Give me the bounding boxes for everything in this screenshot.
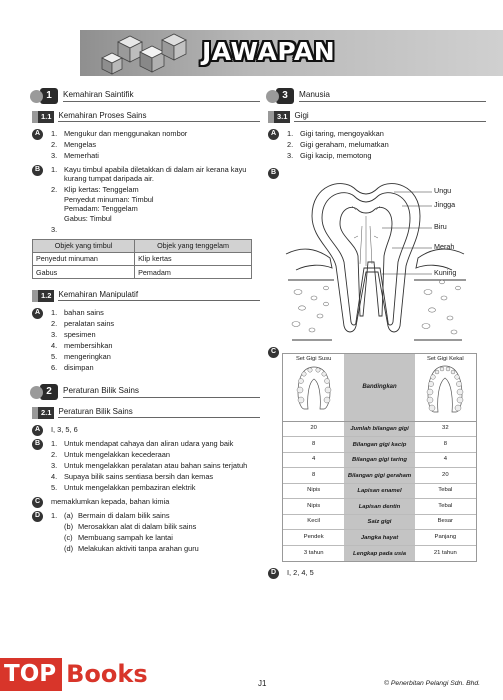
- list-item: 2. Untuk mengelakkan kecederaan: [51, 450, 170, 460]
- topbooks-watermark: [0, 658, 148, 691]
- table-cell-left: 8: [312, 471, 316, 478]
- list-item: (c) Membuang sampah ke lantai: [64, 532, 173, 542]
- tooth-diagram: [282, 176, 477, 341]
- section-title: Manusia: [299, 90, 486, 103]
- table-cell-right: 8: [443, 440, 447, 447]
- table-header: Objek yang tenggelam: [135, 239, 252, 252]
- list-item: 2. Mengelas: [51, 139, 97, 149]
- header-bandingkan: Bandingkan: [344, 354, 414, 421]
- page-header: [0, 0, 503, 82]
- table-row: [283, 437, 476, 453]
- comparison-header: [283, 354, 476, 422]
- page-number: J1: [258, 679, 267, 688]
- table-cell-right: 32: [442, 425, 449, 432]
- tooth-label-kuning: Kuning: [434, 267, 457, 277]
- table-row: Penyedut minuman Klip kertas: [33, 252, 252, 265]
- part-badge: D: [268, 568, 279, 579]
- table-cell-right: Panjang: [434, 533, 457, 540]
- table-cell-left: Kecil: [307, 518, 321, 525]
- answer-text: I, 3, 5, 6: [51, 425, 78, 435]
- answer-text: I, 2, 4, 5: [287, 568, 314, 578]
- table-cell-right: Tebal: [438, 502, 453, 509]
- tooth-label-merah: Merah: [434, 241, 455, 251]
- subsection-number: 3.1: [274, 111, 290, 123]
- part-b: [32, 165, 260, 236]
- answer-list: [287, 129, 486, 162]
- section-heading: [268, 88, 486, 104]
- table-header: Objek yang timbul: [33, 239, 135, 252]
- part-badge: B: [32, 439, 43, 450]
- table-row: [283, 499, 476, 515]
- answer-list: [51, 439, 260, 494]
- answer-list: [51, 165, 260, 236]
- table-cell-right: Tebal: [438, 487, 453, 494]
- part-badge: B: [32, 165, 43, 176]
- table-cell-left: 20: [310, 425, 317, 432]
- list-item: 5. mengeringkan: [51, 352, 111, 362]
- part-b: [32, 439, 260, 494]
- section-number: 1: [40, 88, 58, 104]
- brand-books: Books: [66, 660, 148, 689]
- page-title: JAWAPAN: [202, 37, 336, 66]
- table-cell-left: Nipis: [307, 502, 321, 509]
- subsection-title: Gigi: [294, 111, 486, 122]
- table-cell-mid: Bilangan gigi taring: [344, 453, 414, 468]
- table-row: [283, 530, 476, 546]
- list-item: 3. Untuk mengelakkan peralatan atau bahan sains terjatuh: [51, 461, 248, 471]
- table-row: [283, 515, 476, 531]
- list-item: 1. Untuk mendapat cahaya dan aliran udara yang baik: [51, 439, 234, 449]
- list-item: 5. Untuk mengelakkan pembaziran elektrik: [51, 483, 196, 493]
- list-item: (a) Bermain di dalam bilik sains: [64, 511, 170, 520]
- part-d: D 1. (a) Bermain di dalam bilik sains (b) Merosakkan alat di dalam bilik sains (c) Membuang sampah ke lantai (d) Melakukan aktiviti tanpa arahan guru: [32, 511, 260, 555]
- objek-table: [32, 239, 252, 280]
- subsection-title: Peraturan Bilik Sains: [58, 407, 260, 418]
- list-item: 1. Kayu timbul apabila diletakkan di dalam air kerana kayu kurang tumpat daripada air.: [51, 164, 247, 184]
- list-item: 3.: [51, 224, 58, 234]
- list-item: 2. peralatan sains: [51, 319, 115, 329]
- left-column: [32, 88, 260, 558]
- list-item: 4. Supaya bilik sains sentiasa bersih dan kemas: [51, 472, 214, 482]
- tooth-label-jingga: Jingga: [434, 199, 456, 209]
- table-cell-mid: Jangka hayat: [344, 530, 414, 545]
- permanent-teeth-set-icon: [425, 363, 465, 415]
- subsection-number: 2.1: [38, 407, 54, 419]
- answer-list: [51, 129, 260, 162]
- table-cell-right: 4: [443, 456, 447, 463]
- subsection-title: Kemahiran Manipulatif: [58, 290, 260, 301]
- section-title: Peraturan Bilik Sains: [63, 386, 260, 399]
- answer-list: [51, 308, 260, 374]
- table-row: [283, 546, 476, 562]
- section-heading: [32, 384, 260, 400]
- table-cell-left: 8: [312, 440, 316, 447]
- list-item: 3. Gigi kacip, memotong: [287, 150, 372, 160]
- subsection-heading: [32, 289, 260, 302]
- table-cell-right: Besar: [437, 518, 454, 525]
- table-cell-mid: Lengkap pada usia: [344, 546, 414, 562]
- table-cell-mid: Bilangan gigi geraham: [344, 468, 414, 483]
- list-item: (d) Melakukan aktiviti tanpa arahan guru: [64, 543, 199, 553]
- cubes-logo-icon: [100, 32, 195, 80]
- comparison-table: [282, 353, 477, 563]
- table-row: Gabus Pemadam: [33, 266, 252, 279]
- part-a: [32, 308, 260, 374]
- part-badge: A: [32, 129, 43, 140]
- list-item: 1. Mengukur dan menggunakan nombor: [51, 129, 188, 138]
- subsection-heading: [32, 110, 260, 123]
- table-row: [283, 484, 476, 500]
- list-item: 3. spesimen: [51, 330, 96, 340]
- list-item: 2. Klip kertas: Tenggelam Penyedut minuman: Timbul Pemadam: Tenggelam Gabus: Timbul: [51, 185, 154, 223]
- answer-list: [64, 511, 199, 555]
- brand-top: TOP: [0, 658, 62, 691]
- subsection-heading: [32, 406, 260, 419]
- tooth-label-ungu: Ungu: [434, 185, 452, 195]
- subsection-heading: [268, 110, 486, 123]
- part-a: [32, 129, 260, 162]
- part-badge: A: [32, 308, 43, 319]
- tooth-label-biru: Biru: [434, 221, 447, 231]
- section-title: Kemahiran Saintifik: [63, 90, 260, 103]
- part-a: [32, 425, 260, 436]
- table-cell-mid: Lapisan dentin: [344, 499, 414, 514]
- table-row: [283, 453, 476, 469]
- copyright: © Penerbitan Pelangi Sdn. Bhd.: [384, 680, 481, 687]
- table-row: [283, 422, 476, 438]
- list-item: 1. bahan sains: [51, 308, 104, 318]
- list-item: 4. membersihkan: [51, 341, 113, 351]
- part-badge: D: [32, 511, 43, 522]
- answer-text: memaklumkan kepada, bahan kimia: [51, 497, 170, 506]
- table-cell-left: Nipis: [307, 487, 321, 494]
- section-number: 3: [276, 88, 294, 104]
- part-c: [32, 497, 260, 508]
- part-badge: B: [268, 168, 279, 179]
- table-cell-left: 4: [312, 456, 316, 463]
- list-item: 3. Memerhati: [51, 150, 99, 160]
- baby-teeth-set-icon: [294, 363, 334, 413]
- table-cell-mid: Lapisan enamel: [344, 484, 414, 499]
- subsection-number: 1.1: [38, 111, 54, 123]
- header-gigi-kekal: Set Gigi Kekal: [426, 355, 464, 362]
- table-cell-right: 21 tahun: [433, 549, 457, 556]
- section-heading: [32, 88, 260, 104]
- part-badge: C: [32, 497, 43, 508]
- table-cell-mid: Bilangan gigi kacip: [344, 437, 414, 452]
- header-gigi-susu: Set Gigi Susu: [295, 355, 332, 362]
- list-item: 1. Gigi taring, mengoyakkan: [287, 129, 384, 138]
- comparison-rows: [283, 422, 476, 562]
- list-item: 2. Gigi geraham, melumatkan: [287, 139, 389, 149]
- right-column: [268, 88, 486, 582]
- part-badge: A: [268, 129, 279, 140]
- part-a: [268, 129, 486, 162]
- list-item: (b) Merosakkan alat di dalam bilik sains: [64, 521, 197, 531]
- table-cell-mid: Jumlah bilangan gigi: [344, 422, 414, 437]
- part-badge: A: [32, 425, 43, 436]
- subsection-title: Kemahiran Proses Sains: [58, 111, 260, 122]
- section-number: 2: [40, 384, 58, 400]
- table-cell-left: 3 tahun: [303, 549, 324, 556]
- table-row: [283, 468, 476, 484]
- subsection-number: 1.2: [38, 290, 54, 302]
- table-cell-mid: Saiz gigi: [344, 515, 414, 530]
- table-cell-left: Pendek: [303, 533, 324, 540]
- part-badge: C: [268, 347, 279, 358]
- list-item: 6. disimpan: [51, 363, 94, 373]
- table-cell-right: 20: [442, 471, 449, 478]
- part-d: [268, 568, 486, 579]
